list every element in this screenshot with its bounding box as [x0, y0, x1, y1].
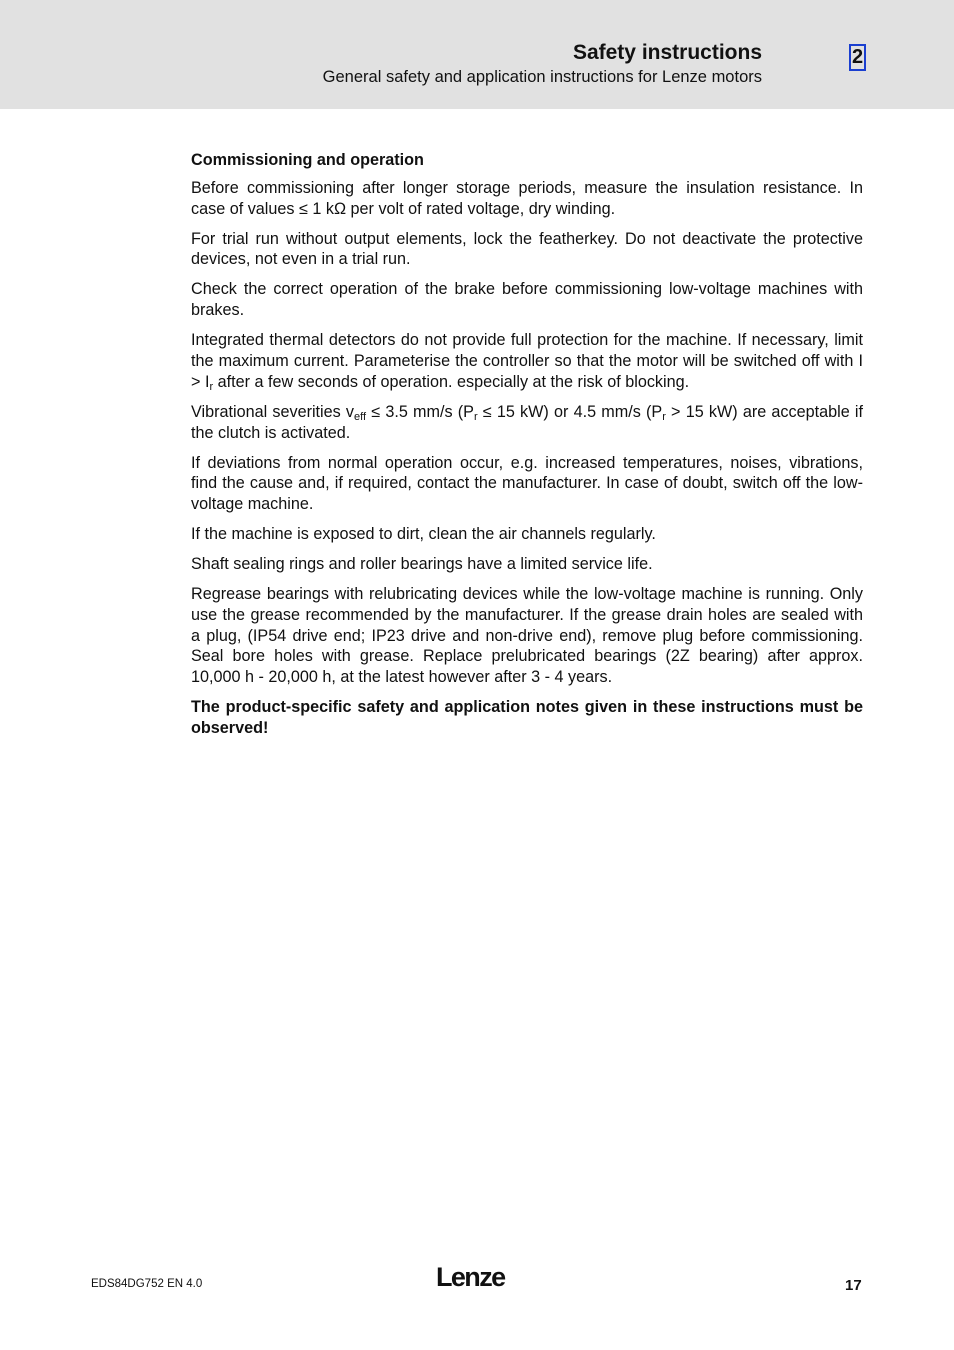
text-run: Integrated thermal detectors do not provide full protection for the machine. If necessary, limit the maximum current. Parameterise the controller so that the motor will be switched off with I > I — [191, 331, 863, 391]
paragraph-storage: Before commissioning after longer storage periods, measure the insulation resistance. In case of values ≤ 1 kΩ per volt of rated voltage, dry winding. — [191, 178, 863, 218]
paragraph-thermal-detectors — [191, 330, 863, 392]
text-run: ≤ 15 kW) or 4.5 mm/s (P — [477, 402, 663, 421]
header-band — [0, 0, 954, 109]
paragraph-vibration — [191, 402, 863, 444]
paragraph-service-life: Shaft sealing rings and roller bearings have a limited service life. — [191, 555, 653, 574]
main-content — [191, 150, 863, 748]
text-run: > 15 kW) are acceptable if the clutch is activated. — [191, 402, 863, 442]
page-subtitle: General safety and application instructions for Lenze motors — [322, 68, 762, 86]
text-run: after a few seconds of operation. especially at the risk of blocking. — [213, 372, 690, 391]
subscript: r — [209, 380, 214, 393]
lenze-logo: Lenze — [436, 1262, 505, 1292]
paragraph-brake-check: Check the correct operation of the brake before commissioning low-voltage machines with brakes. — [191, 280, 863, 320]
section-heading: Commissioning and operation — [191, 151, 424, 169]
subscript: eff — [354, 410, 367, 423]
paragraph-deviations: If deviations from normal operation occur, e.g. increased temperatures, noises, vibrations, find the cause and, if required, contact the manufacturer. In case of doubt, switch off the low-voltage machine. — [191, 453, 863, 514]
paragraph-trial-run: For trial run without output elements, lock the featherkey. Do not deactivate the protective devices, not even in a trial run. — [191, 229, 863, 269]
paragraph-final-note: The product-specific safety and application notes given in these instructions must be observed! — [191, 698, 863, 738]
paragraph-regrease: Regrease bearings with relubricating devices while the low-voltage machine is running. Only use the grease recommended by the manufacturer. If the grease drain holes are sealed with a plug, (IP54 drive end; IP23 drive and non-drive end), remove plug before commissioning. Seal bore holes with grease. Replace prelubricated bearings (2Z bearing) after approx. 10,000 h - 20,000 h, at the latest however after 3 - 4 years. — [191, 585, 863, 687]
chapter-number-link[interactable]: 2 — [849, 44, 866, 71]
paragraph-dirt: If the machine is exposed to dirt, clean the air channels regularly. — [191, 525, 656, 544]
subscript: r — [473, 410, 478, 423]
text-run: ≤ 3.5 mm/s (P — [366, 402, 474, 421]
document-id: EDS84DG752 EN 4.0 — [91, 1278, 203, 1290]
page-title: Safety instructions — [572, 41, 762, 64]
text-run: Vibrational severities v — [191, 402, 355, 421]
page-number: 17 — [845, 1277, 862, 1294]
subscript: r — [662, 410, 666, 423]
